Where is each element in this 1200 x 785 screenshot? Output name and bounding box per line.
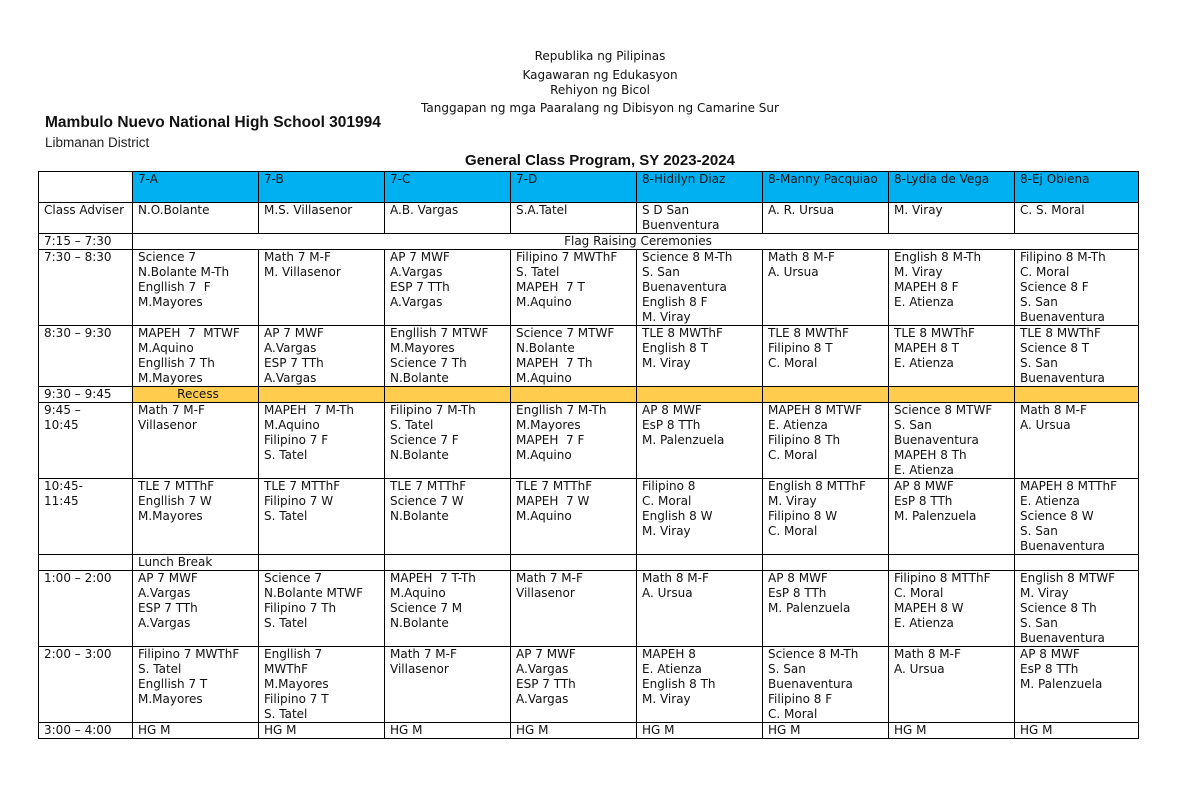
class-cell: HG M: [385, 723, 511, 739]
class-cell: Science 8 M-Th S. San Buenaventura English 8 F M. Viray: [637, 250, 763, 326]
class-cell: Engllish 7 M-Th M.Mayores MAPEH 7 F M.Aquino: [511, 403, 637, 479]
adviser-cell: S.A.Tatel: [511, 203, 637, 234]
header-region: Rehiyon ng Bicol: [550, 83, 650, 97]
recess-cell: [511, 387, 637, 403]
class-cell: AP 7 MWF A.Vargas ESP 7 TTh A.Vargas: [385, 250, 511, 326]
class-cell: HG M: [511, 723, 637, 739]
section-header: 7-B: [259, 172, 385, 203]
schedule-row: [39, 250, 1139, 326]
class-cell: TLE 8 MWThF Filipino 8 T C. Moral: [763, 326, 889, 387]
class-cell: MAPEH 7 T-Th M.Aquino Science 7 M N.Bolante: [385, 571, 511, 647]
adviser-cell: S D San Buenventura: [637, 203, 763, 234]
section-header-row: [39, 172, 1139, 203]
recess-cell: [1015, 387, 1139, 403]
lunch-cell: [511, 555, 637, 571]
time-cell: 8:30 – 9:30: [39, 326, 133, 387]
class-cell: HG M: [133, 723, 259, 739]
class-cell: HG M: [637, 723, 763, 739]
time-cell: 3:00 – 4:00: [39, 723, 133, 739]
class-cell: TLE 7 MTThF Science 7 W N.Bolante: [385, 479, 511, 555]
class-cell: AP 8 MWF EsP 8 TTh M. Palenzuela: [1015, 647, 1139, 723]
lunch-cell: [39, 555, 133, 571]
time-cell: 9:30 – 9:45: [39, 387, 133, 403]
flag-ceremony-cell: Flag Raising Ceremonies: [133, 234, 1139, 250]
adviser-cell: M.S. Villasenor: [259, 203, 385, 234]
class-cell: Math 8 M-F A. Ursua: [1015, 403, 1139, 479]
adviser-cell: A. R. Ursua: [763, 203, 889, 234]
class-cell: AP 8 MWF EsP 8 TTh M. Palenzuela: [889, 479, 1015, 555]
section-header: 8-Hidilyn Diaz: [637, 172, 763, 203]
lunch-row: [39, 555, 1139, 571]
class-cell: Math 8 M-F A. Ursua: [763, 250, 889, 326]
class-cell: Science 7 N.Bolante MTWF Filipino 7 Th S. Tatel: [259, 571, 385, 647]
class-cell: Math 7 M-F Villasenor: [385, 647, 511, 723]
class-cell: Filipino 7 MWThF S. Tatel MAPEH 7 T M.Aquino: [511, 250, 637, 326]
time-cell: 7:15 – 7:30: [39, 234, 133, 250]
class-cell: MAPEH 8 MTWF E. Atienza Filipino 8 Th C. Moral: [763, 403, 889, 479]
corner-cell: [39, 172, 133, 203]
class-cell: AP 7 MWF A.Vargas ESP 7 TTh A.Vargas: [511, 647, 637, 723]
class-cell: TLE 8 MWThF Science 8 T S. San Buenaventura: [1015, 326, 1139, 387]
class-cell: Science 7 N.Bolante M-Th Engllish 7 F M.Mayores: [133, 250, 259, 326]
class-cell: Filipino 8 MTThF C. Moral MAPEH 8 W E. Atienza: [889, 571, 1015, 647]
header-department: Kagawaran ng Edukasyon: [522, 68, 678, 82]
class-program-table: [38, 171, 1139, 739]
school-name: Mambulo Nuevo National High School 301994: [45, 114, 381, 131]
class-cell: HG M: [889, 723, 1015, 739]
time-cell: 10:45- 11:45: [39, 479, 133, 555]
class-cell: Filipino 8 M-Th C. Moral Science 8 F S. San Buenaventura: [1015, 250, 1139, 326]
recess-label: Recess: [133, 387, 259, 403]
time-cell: 2:00 – 3:00: [39, 647, 133, 723]
adviser-cell: C. S. Moral: [1015, 203, 1139, 234]
class-cell: TLE 7 MTThF Engllish 7 W M.Mayores: [133, 479, 259, 555]
class-cell: English 8 MTWF M. Viray Science 8 Th S. San Buenaventura: [1015, 571, 1139, 647]
class-cell: Math 7 M-F Villasenor: [133, 403, 259, 479]
adviser-cell: M. Viray: [889, 203, 1015, 234]
lunch-cell: [637, 555, 763, 571]
class-cell: English 8 M-Th M. Viray MAPEH 8 F E. Atienza: [889, 250, 1015, 326]
class-cell: TLE 7 MTThF MAPEH 7 W M.Aquino: [511, 479, 637, 555]
class-cell: AP 8 MWF EsP 8 TTh M. Palenzuela: [637, 403, 763, 479]
class-cell: Science 8 MTWF S. San Buenaventura MAPEH 8 Th E. Atienza: [889, 403, 1015, 479]
section-header: 7-A: [133, 172, 259, 203]
class-cell: AP 7 MWF A.Vargas ESP 7 TTh A.Vargas: [133, 571, 259, 647]
adviser-cell: A.B. Vargas: [385, 203, 511, 234]
section-header: 7-C: [385, 172, 511, 203]
header-division-office: Tanggapan ng mga Paaralang ng Dibisyon ng Camarine Sur: [421, 101, 779, 115]
class-cell: MAPEH 8 E. Atienza English 8 Th M. Viray: [637, 647, 763, 723]
recess-cell: [637, 387, 763, 403]
program-title: General Class Program, SY 2023-2024: [465, 152, 735, 169]
time-cell: 1:00 – 2:00: [39, 571, 133, 647]
district-name: Libmanan District: [45, 135, 150, 150]
class-cell: Filipino 8 C. Moral English 8 W M. Viray: [637, 479, 763, 555]
class-cell: TLE 8 MWThF MAPEH 8 T E. Atienza: [889, 326, 1015, 387]
schedule-row: [39, 479, 1139, 555]
recess-cell: [763, 387, 889, 403]
flag-row: [39, 234, 1139, 250]
time-cell: 9:45 – 10:45: [39, 403, 133, 479]
class-cell: Filipino 7 M-Th S. Tatel Science 7 F N.Bolante: [385, 403, 511, 479]
section-header: 8-Lydia de Vega: [889, 172, 1015, 203]
class-cell: English 8 MTThF M. Viray Filipino 8 W C. Moral: [763, 479, 889, 555]
schedule-row: [39, 403, 1139, 479]
schedule-row: [39, 571, 1139, 647]
section-header: 8-Manny Pacquiao: [763, 172, 889, 203]
class-cell: Math 8 M-F A. Ursua: [637, 571, 763, 647]
header-republic: Republika ng Pilipinas: [534, 49, 666, 63]
lunch-cell: [1015, 555, 1139, 571]
class-cell: Engllish 7 MWThF M.Mayores Filipino 7 T S. Tatel: [259, 647, 385, 723]
class-cell: AP 7 MWF A.Vargas ESP 7 TTh A.Vargas: [259, 326, 385, 387]
class-cell: HG M: [259, 723, 385, 739]
class-cell: Engllish 7 MTWF M.Mayores Science 7 Th N.Bolante: [385, 326, 511, 387]
schedule-row: [39, 326, 1139, 387]
adviser-row: [39, 203, 1139, 234]
class-cell: Filipino 7 MWThF S. Tatel Engllish 7 T M.Mayores: [133, 647, 259, 723]
adviser-cell: N.O.Bolante: [133, 203, 259, 234]
recess-row: [39, 387, 1139, 403]
class-cell: MAPEH 7 MTWF M.Aquino Engllish 7 Th M.Mayores: [133, 326, 259, 387]
class-cell: TLE 8 MWThF English 8 T M. Viray: [637, 326, 763, 387]
time-cell: 7:30 – 8:30: [39, 250, 133, 326]
schedule-row: [39, 723, 1139, 739]
class-cell: MAPEH 7 M-Th M.Aquino Filipino 7 F S. Tatel: [259, 403, 385, 479]
class-cell: MAPEH 8 MTThF E. Atienza Science 8 W S. San Buenaventura: [1015, 479, 1139, 555]
lunch-cell: [763, 555, 889, 571]
class-cell: HG M: [1015, 723, 1139, 739]
recess-cell: [385, 387, 511, 403]
adviser-label: Class Adviser: [39, 203, 133, 234]
class-cell: AP 8 MWF EsP 8 TTh M. Palenzuela: [763, 571, 889, 647]
lunch-cell: [259, 555, 385, 571]
schedule-row: [39, 647, 1139, 723]
recess-cell: [259, 387, 385, 403]
class-cell: HG M: [763, 723, 889, 739]
recess-cell: [889, 387, 1015, 403]
class-cell: Math 8 M-F A. Ursua: [889, 647, 1015, 723]
class-cell: Science 7 MTWF N.Bolante MAPEH 7 Th M.Aquino: [511, 326, 637, 387]
lunch-cell: [385, 555, 511, 571]
lunch-cell: [889, 555, 1015, 571]
section-header: 7-D: [511, 172, 637, 203]
class-cell: TLE 7 MTThF Filipino 7 W S. Tatel: [259, 479, 385, 555]
lunch-label: Lunch Break: [133, 555, 259, 571]
class-cell: Math 7 M-F M. Villasenor: [259, 250, 385, 326]
section-header: 8-Ej Obiena: [1015, 172, 1139, 203]
class-cell: Math 7 M-F Villasenor: [511, 571, 637, 647]
class-cell: Science 8 M-Th S. San Buenaventura Filipino 8 F C. Moral: [763, 647, 889, 723]
